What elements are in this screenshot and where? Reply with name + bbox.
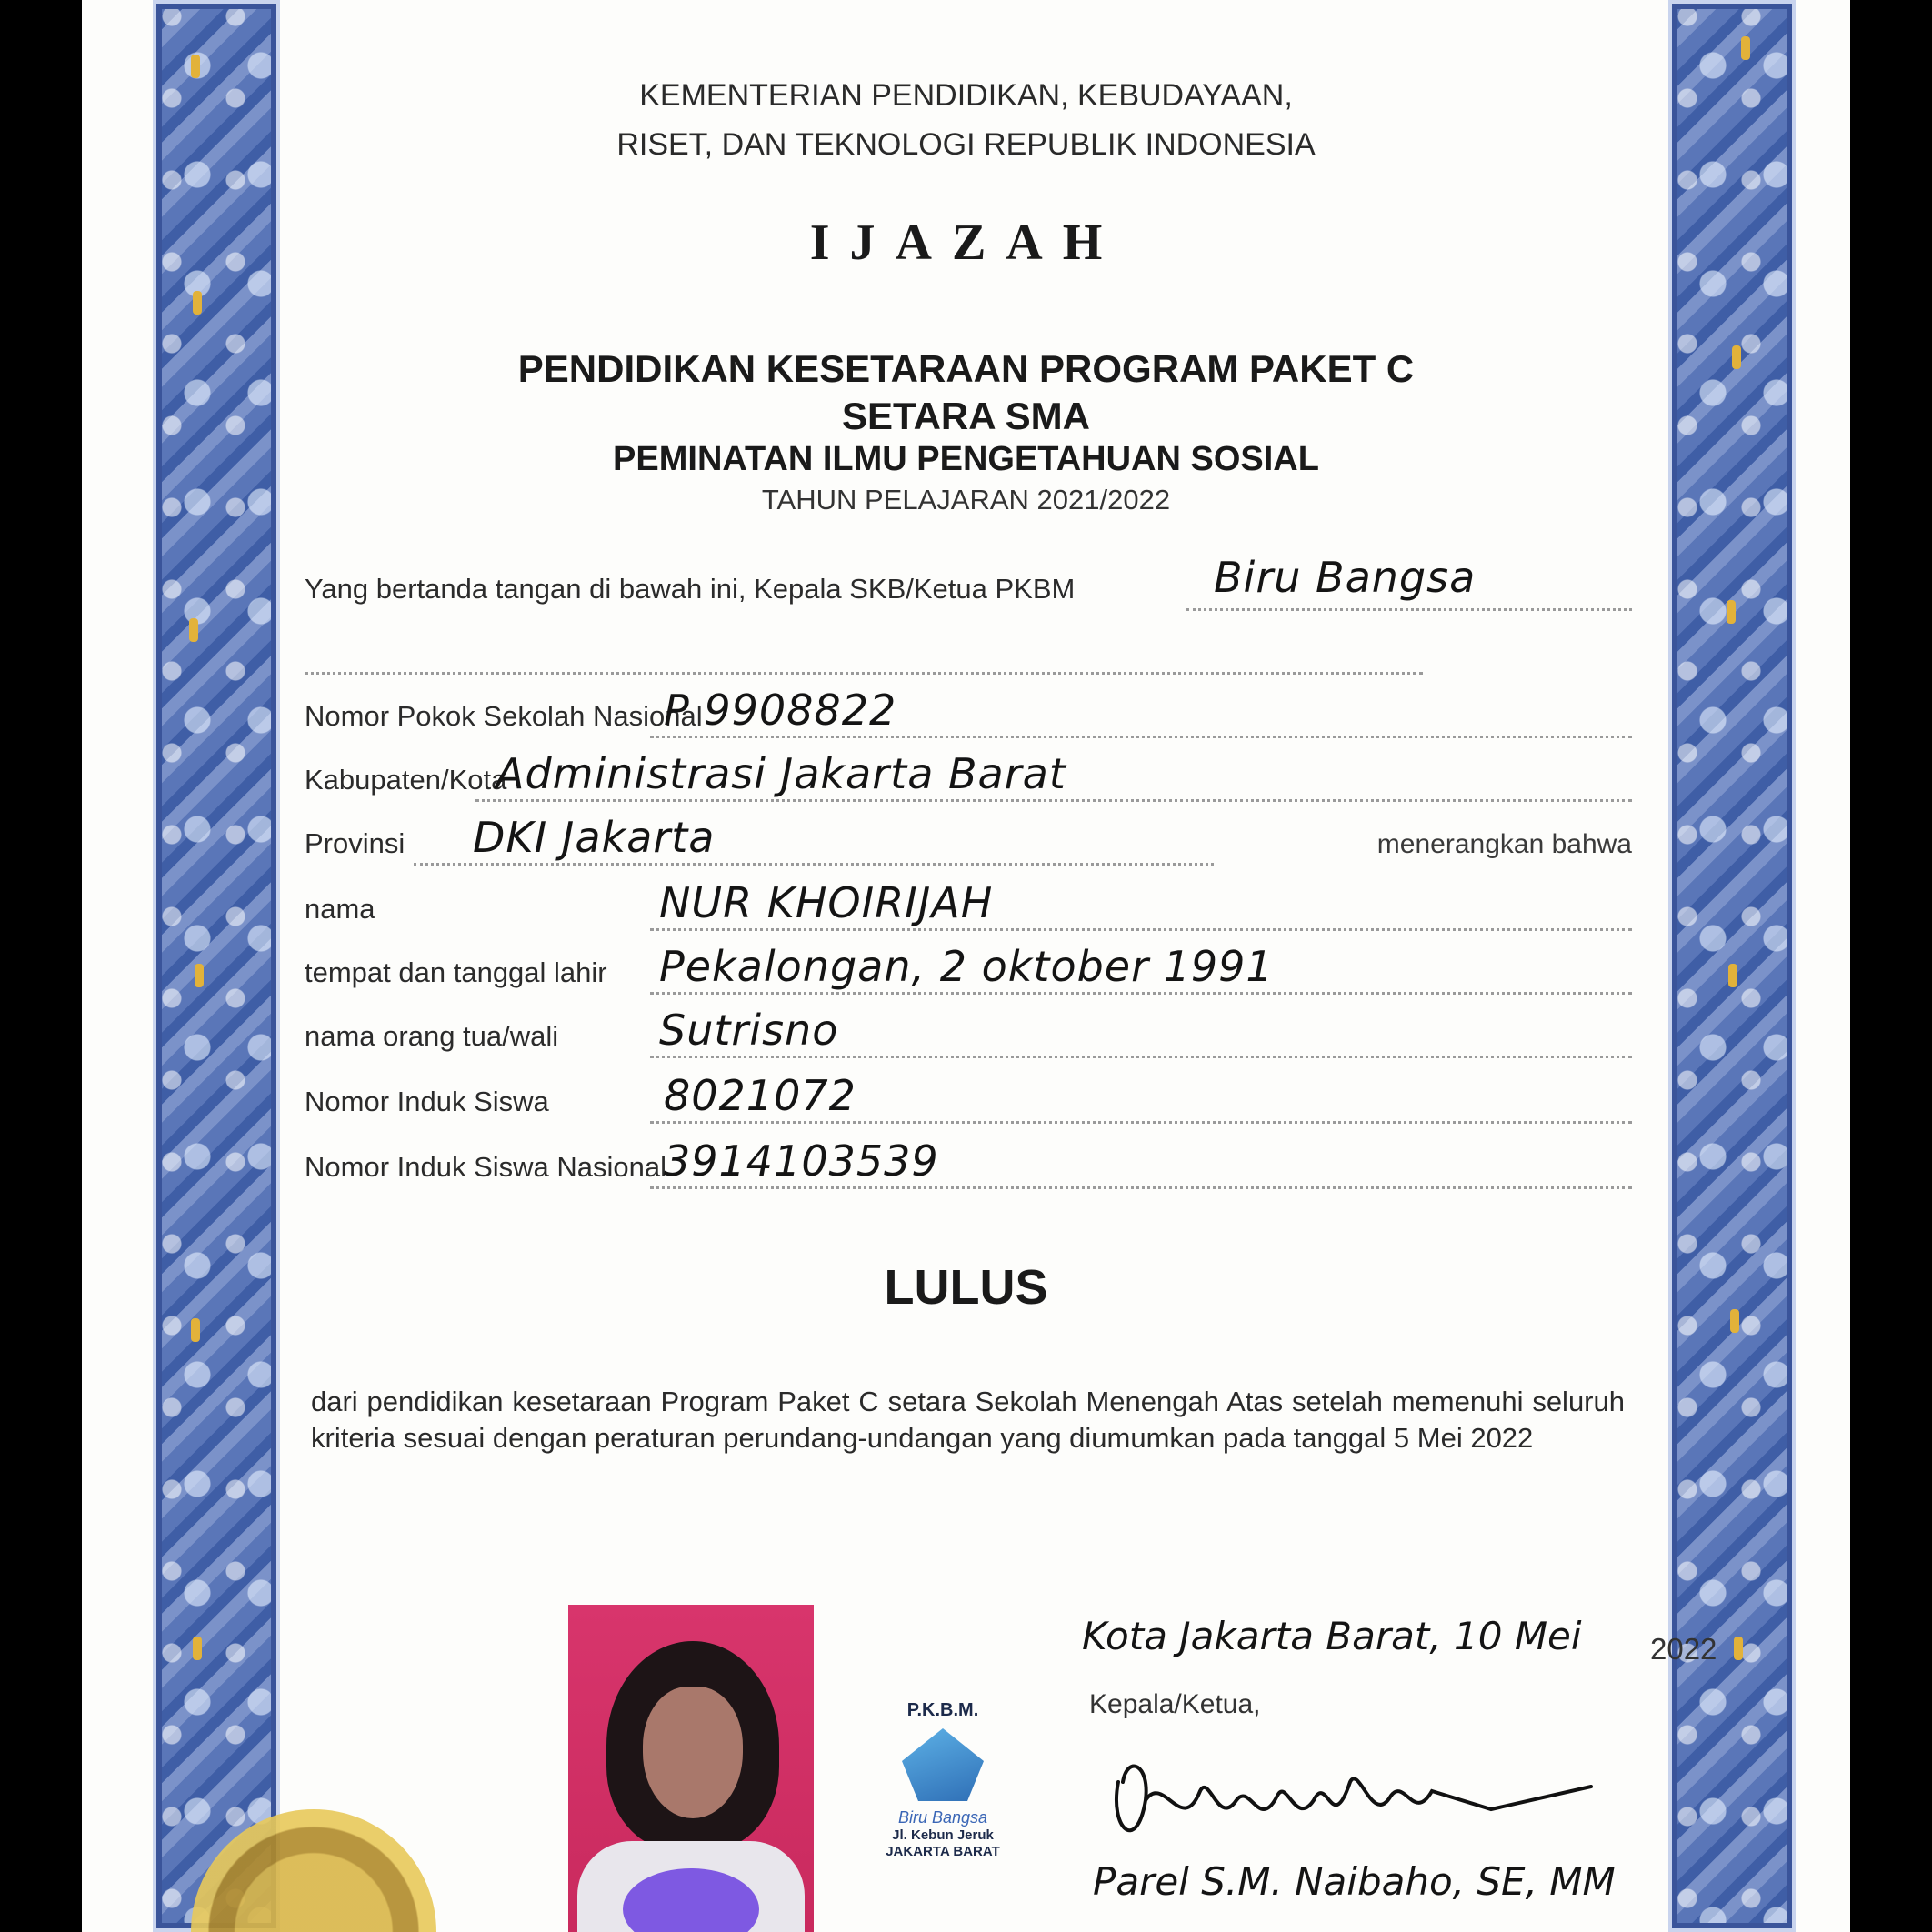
signatory-continuation-row — [305, 618, 1632, 682]
signer-role: Kepala/Ketua, — [1089, 1689, 1261, 1719]
nisn-value: 3914103539 — [664, 1136, 939, 1186]
stamp-address-2: JAKARTA BARAT — [886, 1844, 1000, 1859]
parent-row — [305, 1002, 1632, 1066]
stamp-address-1: Jl. Kebun Jeruk — [892, 1827, 994, 1843]
pkbm-logo-icon — [902, 1728, 984, 1801]
regency-row — [305, 746, 1632, 809]
student-photo — [568, 1605, 814, 1932]
stamp-title: P.K.B.M. — [906, 1700, 979, 1720]
program-line-1: PENDIDIKAN KESETARAAN PROGRAM PAKET C — [517, 347, 1415, 390]
graduation-status: LULUS — [884, 1260, 1048, 1315]
nisn-row — [305, 1133, 1632, 1196]
program-heading — [82, 345, 1850, 440]
parent-value: Sutrisno — [659, 1006, 839, 1055]
nis-label: Nomor Induk Siswa — [305, 1086, 549, 1117]
left-ornamental-border — [153, 0, 280, 1932]
birth-row — [305, 938, 1632, 1002]
province-value: DKI Jakarta — [473, 813, 716, 862]
signatory-value: Biru Bangsa — [1214, 553, 1477, 602]
nisn-label: Nomor Induk Siswa Nasional — [305, 1151, 667, 1183]
ministry-line-2: RISET, DAN TEKNOLOGI REPUBLIK INDONESIA — [616, 127, 1316, 162]
certificate-page — [82, 0, 1850, 1932]
ministry-line-1: KEMENTERIAN PENDIDIKAN, KEBUDAYAAN, — [639, 78, 1293, 113]
pkbm-stamp — [838, 1700, 1047, 1882]
issue-year: 2022 — [1650, 1632, 1717, 1666]
program-line-2: SETARA SMA — [842, 395, 1090, 437]
name-label: nama — [305, 893, 375, 925]
certificate-title: IJAZAH — [809, 215, 1123, 271]
nis-value: 8021072 — [664, 1071, 856, 1120]
regency-label: Kabupaten/Kota — [305, 764, 507, 796]
name-value: NUR KHOIRIJAH — [659, 878, 994, 927]
signatory-row — [305, 555, 1632, 618]
regency-value: Administrasi Jakarta Barat — [496, 749, 1066, 798]
birth-value: Pekalongan, 2 oktober 1991 — [659, 942, 1274, 991]
birth-label: tempat dan tanggal lahir — [305, 956, 607, 988]
school-year: TAHUN PELAJARAN 2021/2022 — [761, 484, 1171, 516]
ministry-heading — [82, 71, 1850, 169]
npsn-label: Nomor Pokok Sekolah Nasional — [305, 700, 703, 732]
province-row — [305, 809, 1632, 873]
stamp-name: Biru Bangsa — [897, 1808, 988, 1827]
certifies-text: menerangkan bahwa — [1376, 829, 1632, 859]
npsn-value: P 9908822 — [664, 686, 897, 735]
npsn-row — [305, 682, 1632, 746]
interest-heading: PEMINATAN ILMU PENGETAHUAN SOSIAL — [613, 440, 1319, 478]
signer-name: Parel S.M. Naibaho, SE, MM — [1093, 1859, 1616, 1904]
issue-place-date: Kota Jakarta Barat, 10 Mei — [1082, 1614, 1582, 1658]
graduation-statement: dari pendidikan kesetaraan Program Paket C setara Sekolah Menengah Atas setelah memenuhi seluruh kriteria sesuai dengan peraturan perundang-undangan yang diumumkan pada tanggal 5 Mei 2022 — [311, 1386, 1625, 1454]
province-label: Provinsi — [305, 827, 405, 859]
parent-label: nama orang tua/wali — [305, 1020, 559, 1052]
name-row — [305, 875, 1632, 938]
handwritten-signature — [1100, 1746, 1609, 1864]
signatory-label: Yang bertanda tangan di bawah ini, Kepala SKB/Ketua PKBM — [305, 573, 1076, 605]
nis-row — [305, 1067, 1632, 1131]
